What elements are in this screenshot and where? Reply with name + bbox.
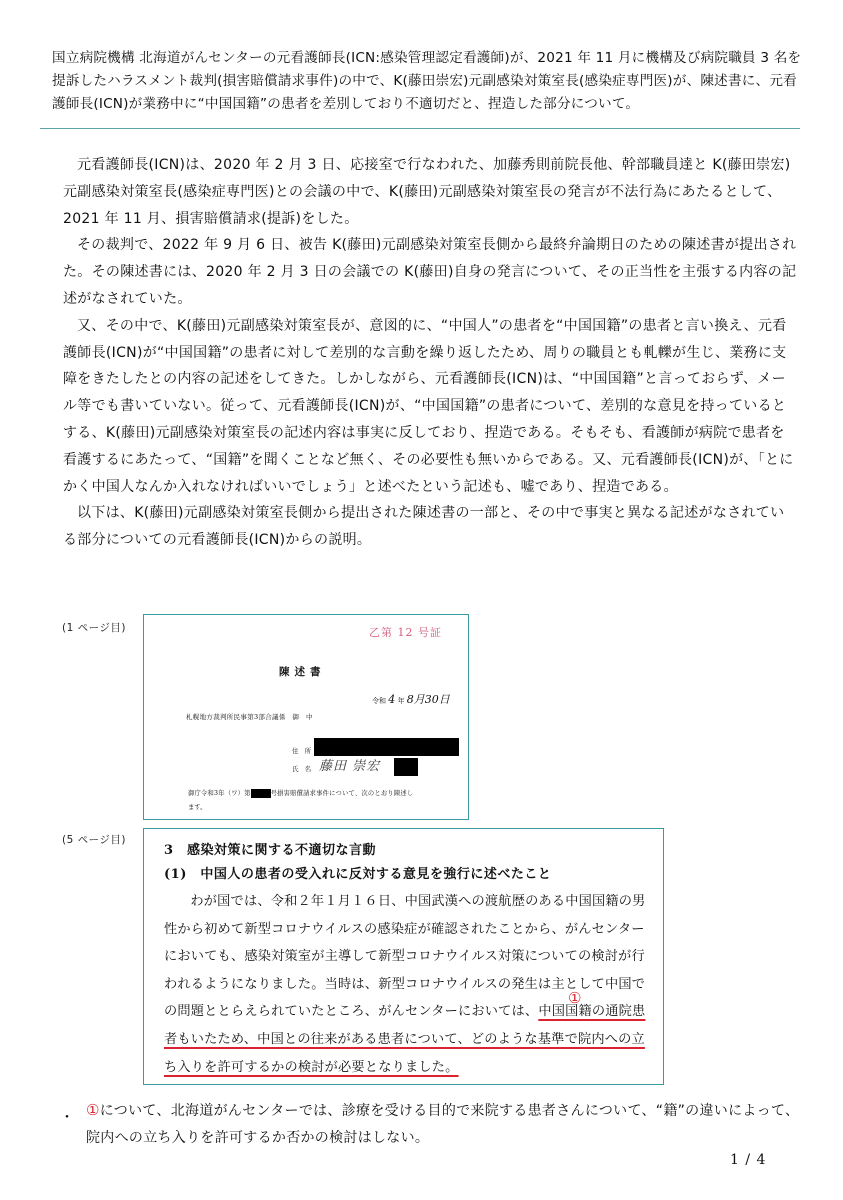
explanation-note bbox=[86, 1097, 801, 1152]
statement-date bbox=[372, 691, 450, 707]
case-suffix: 号損害賠償請求事件について、次のとおり陳述し bbox=[270, 790, 414, 797]
case-prefix: 御庁令和3年（ワ）第 bbox=[188, 790, 251, 797]
stamp-suffix: 号証 bbox=[418, 626, 442, 639]
page1-caption: (1 ページ目) bbox=[62, 622, 127, 634]
excerpt-text-underlined: 中国国籍の通院患者もいたため、中国との往来がある患者について、どのような基準で院内への立ち入りを許可するかの検討が必要となりました。 bbox=[164, 1004, 646, 1075]
marker-1: ① bbox=[568, 989, 582, 1007]
seal-redaction bbox=[394, 758, 418, 776]
name-label: 氏 名 bbox=[292, 765, 314, 773]
header-divider bbox=[40, 128, 800, 129]
statement-page1-excerpt bbox=[143, 614, 469, 820]
paragraph: 又、その中で、K(藤田)元副感染対策室長が、意図的に、“中国人”の患者を“中国国籍”の患者と言い換え、元看護師長(ICN)が“中国国籍”の患者に対して差別的な言動を繰り返したため、周りの職員とも軋轢が生じ、業務に支障をきたしたとの内容の記述をしてきた。しかしながら、元看護師長(ICN)は、“中国国籍”と言っておらず、メール等でも書いていない。従って、元看護師長(ICN)が、“中国国籍”の患者について、差別的な意見を持っているとする、K(藤田)元副感染対策室長の記述内容は事実に反しており、捏造である。そもそも、看護師が病院で患者を看護するにあたって、“国籍”を聞くことなど無く、その必要性も無いからである。又、元看護師長(ICN)が、「とにかく中国人なんか入れなければいいでしょう」と述べたという記述も、嘘であり、捏造である。 bbox=[63, 317, 794, 495]
marker-1-reference: ① bbox=[86, 1101, 100, 1119]
stamp-number: 12 bbox=[397, 626, 414, 639]
document-header: 国立病院機構 北海道がんセンターの元看護師長(ICN:感染管理認定看護師)が、2021 年 11 月に機構及び病院職員 3 名を提訴したハラスメント裁判(損害賠償請求事件)の中で、K(藤田崇宏)元副感染対策室長(感染症専門医)が、陳述書に、元看護師長(ICN)が業務中に“中国国籍”の患者を差別しており不適切だと、捏造した部分について。 bbox=[52, 50, 802, 112]
statement-title: 陳述書 bbox=[279, 666, 326, 678]
statement-page5-excerpt bbox=[143, 828, 664, 1085]
date-era: 令和 bbox=[372, 697, 386, 705]
subsection-heading: (1) 中国人の患者の受入れに反対する意見を強行に述べたこと bbox=[164, 867, 552, 882]
section-heading: 3 感染対策に関する不適切な言動 bbox=[164, 843, 377, 858]
case-statement bbox=[188, 788, 413, 798]
excerpt-text bbox=[164, 888, 654, 1081]
excerpt-text-plain: わが国では、令和２年１月１６日、中国武漢への渡航歴のある中国国籍の男性から初めて新型コロナウイルスの感染症が確認されたことから、がんセンターにおいても、感染対策室が主導して新型コロナウイルス対策についての検討が行われるようになりました。当時は、新型コロナウイルスの発生は主として中国での問題ととらえられていたところ、がんセンターにおいては、 bbox=[164, 894, 646, 1020]
date-day: 8月30日 bbox=[406, 693, 450, 706]
page-number: 1 / 4 bbox=[730, 1152, 767, 1168]
paragraph: その裁判で、2022 年 9 月 6 日、被告 K(藤田)元副感染対策室長側から最終弁論期日のための陳述書が提出された。その陳述書には、2020 年 2 月 3 日の会議での K(藤田)自身の発言について、その正当性を主張する内容の記述がなされていた。 bbox=[63, 237, 797, 307]
stamp-prefix: 乙第 bbox=[369, 626, 393, 639]
page5-caption: (5 ページ目) bbox=[62, 834, 127, 846]
signature: 藤田 崇宏 bbox=[319, 759, 381, 774]
court-name: 札幌地方裁判所民事第3部合議係 御 中 bbox=[186, 713, 313, 721]
case-statement-end: ます。 bbox=[188, 804, 207, 811]
main-text bbox=[63, 152, 798, 554]
paragraph: 以下は、K(藤田)元副感染対策室長側から提出された陳述書の一部と、その中で事実と異なる記述がなされている部分についての元看護師長(ICN)からの説明。 bbox=[63, 505, 785, 549]
address-redaction bbox=[314, 738, 459, 756]
address-label: 住 所 bbox=[292, 747, 314, 755]
date-year: 4 bbox=[388, 693, 396, 706]
excerpt-paragraph bbox=[164, 888, 654, 1081]
note-text: について、北海道がんセンターでは、診療を受ける目的で来院する患者さんについて、“籍”の違いによって、院内への立ち入りを許可するか否かの検討はしない。 bbox=[86, 1103, 800, 1146]
paragraph: 元看護師長(ICN)は、2020 年 2 月 3 日、応接室で行なわれた、加藤秀則前院長他、幹部職員達と K(藤田崇宏)元副感染対策室長(感染症専門医)との会議の中で、K(藤田)元副感染対策室長の発言が不法行為にあたるとして、2021 年 11 月、損害賠償請求(提訴)をした。 bbox=[63, 157, 791, 227]
exhibit-stamp bbox=[369, 624, 442, 640]
date-year-unit: 年 bbox=[397, 697, 405, 705]
case-number-redaction bbox=[251, 789, 271, 798]
bullet-icon: ・ bbox=[60, 1110, 74, 1126]
